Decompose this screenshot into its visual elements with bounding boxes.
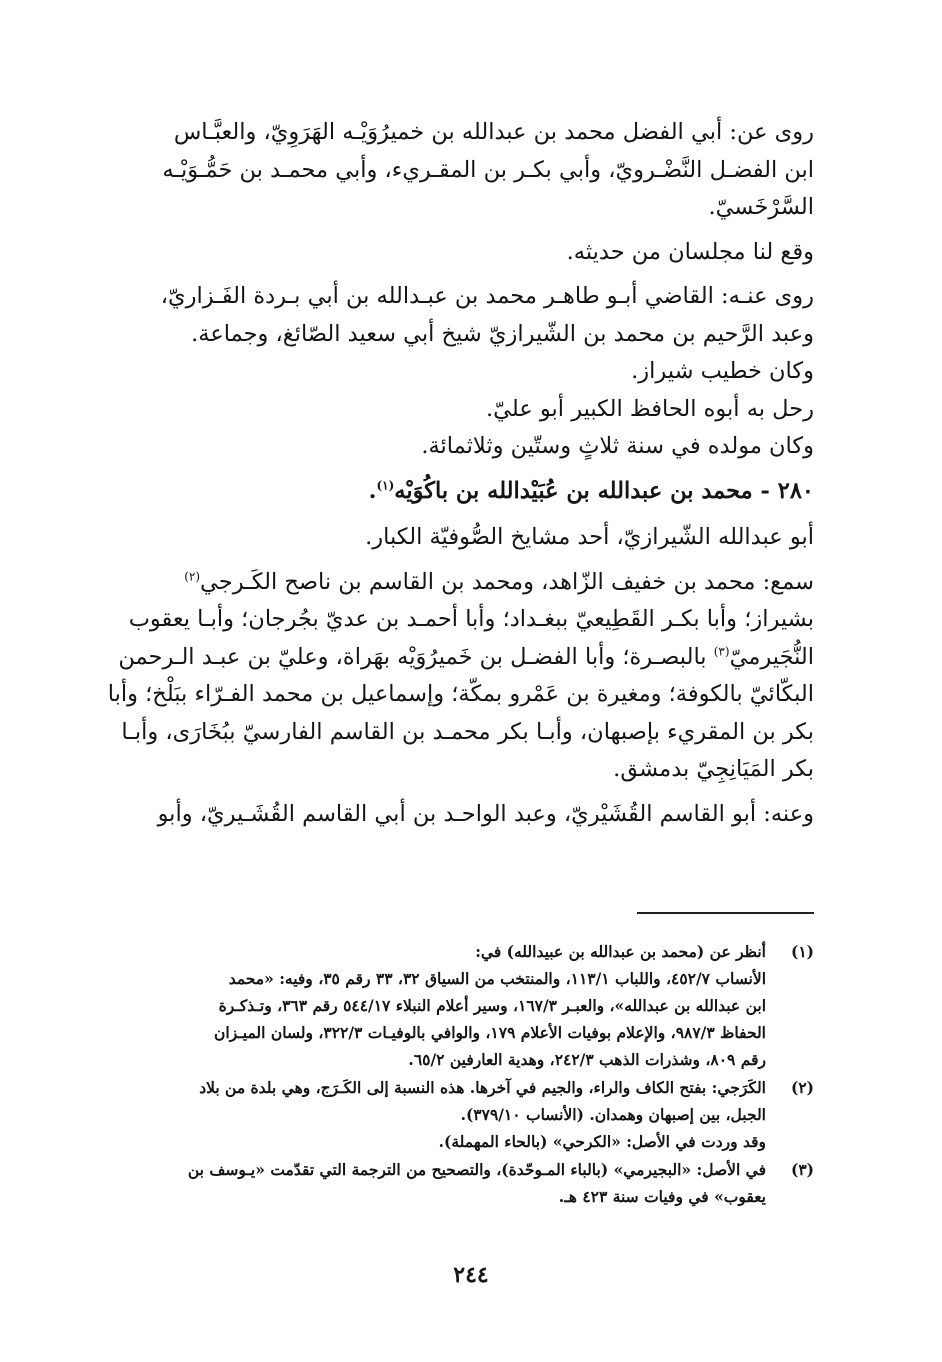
text-segment: بالبصـرة؛ وأبا الفضـل بن خَميرُوَيْه بهَراة، وعليّ بن عبـد الـرحمن	[118, 643, 714, 670]
footnote-2	[99, 1074, 814, 1155]
entry-name: محمد بن عبدالله بن عُبَيْدالله بن باكُوَيْه	[394, 477, 753, 504]
text-line: وعبد الرَّحيم بن محمد بن الشّيرازيّ شيخ أبي سعيد الصّائغ، وجماعة.	[191, 320, 814, 347]
text-segment: سمع: محمد بن خفيف الزّاهد، ومحمد بن القاسم بن ناصح الكَـرجي	[200, 568, 814, 595]
text-line	[102, 639, 814, 677]
footnote-text	[99, 1074, 766, 1155]
footnote-ref-3[interactable]: (٣)	[713, 644, 730, 658]
paragraph-mawlid	[102, 428, 814, 466]
paragraph-khatib	[102, 353, 814, 391]
text-segment: النُّجَيرميّ	[729, 643, 814, 670]
footnote-ref-1[interactable]: (١)	[376, 478, 395, 492]
entry-period: .	[368, 477, 377, 504]
footnote-number: (٣)	[790, 1160, 814, 1179]
text-line: وكان خطيب شيراز.	[631, 358, 814, 384]
footnote-ref-2[interactable]: (٢)	[184, 569, 201, 583]
footnote-line: الكَرَجي: بفتح الكاف والراء، والجيم في آخرها. هذه النسبة إلى الكَـرَج، وهي بلدة من بلاد	[199, 1078, 766, 1097]
text-line: البكّائيّ بالكوفة؛ ومغيرة بن عَمْرو بمكّة؛ وإسماعيل بن محمد الفـرّاء ببَلْخ؛ وأبا	[107, 681, 814, 707]
footnote-text	[99, 938, 766, 1073]
text-line: رحل به أبوه الحافظ الكبير أبو عليّ.	[485, 395, 814, 422]
footnote-line: الجبل، بين إصبهان وهمدان. (الأنساب ٣٧٩/١٠).	[460, 1105, 766, 1124]
entry-number: ٢٨٠	[777, 477, 814, 504]
footnote-line: أنظر عن (محمد بن عبدالله بن عبيدالله) في:	[475, 942, 766, 961]
footnote-text	[99, 1156, 766, 1210]
paragraph-samia	[102, 564, 814, 789]
footnote-line: يعقوب» في وفيات سنة ٤٢٣ هـ.	[558, 1187, 766, 1206]
text-line: روى عنـه: القاضي أبـو طاهـر محمد بن عبـدالله بن أبي بـردة الفَـزاريّ،	[160, 283, 814, 309]
text-line: وقع لنا مجلسان من حديثه.	[566, 238, 814, 265]
paragraph-kunya	[102, 519, 814, 557]
text-line: وكان مولده في سنة ثلاثٍ وستّين وثلاثمائة.	[421, 433, 814, 459]
text-line: أبو عبدالله الشّيرازيّ، أحد مشايخ الصُّوفيّة الكبار.	[365, 524, 814, 550]
footnote-line: في الأصل: «البجيرمي» (بالباء المـوحّدة)، والتصحيح من الترجمة التي تقدّمت «يـوسف بن	[187, 1160, 766, 1179]
entry-dash: -	[752, 477, 770, 504]
footnote-line: الحفاظ ٩٨٧/٣، والإعلام بوفيات الأعلام ١٧٩، والوافي بالوفيـات ٣٢٢/٣، ولسان الميـزان	[214, 1023, 766, 1042]
footnote-line: وقد وردت في الأصل: «الكرحي» (بالحاء المهملة).	[438, 1132, 766, 1151]
text-line: بشيراز؛ وأبا بكـر القَطِيعيّ ببغـداد؛ وأبا أحمـد بن عديّ بجُرجان؛ وأبـا يعقوب	[128, 606, 814, 632]
page-number: ٢٤٤	[453, 1262, 489, 1288]
text-line: روى عن: أبي الفضل محمد بن عبدالله بن خميرُوَيْـه الهَرَوِيّ، والعبَّـاس	[173, 119, 814, 145]
footnotes-section	[99, 938, 814, 1211]
paragraph-wa-anhu	[102, 796, 814, 834]
footnote-number: (٢)	[790, 1078, 814, 1097]
paragraph-riwaya-an	[102, 114, 814, 227]
text-line: وعنه: أبو القاسم القُشَيْريّ، وعبد الواحـد بن أبي القاسم القُشَـيريّ، وأبو	[157, 800, 814, 827]
footnote-line: الأنساب ٤٥٢/٧، واللباب ١١٣/١، والمنتخب من السياق ٣٢، ٣٣ رقم ٣٥، وفيه: «محمد	[228, 969, 766, 988]
main-text-body	[102, 114, 814, 840]
footnote-number: (١)	[790, 942, 814, 961]
text-line: بكر المَيَانِجِيّ بدمشق.	[613, 756, 814, 782]
paragraph-rahala	[102, 391, 814, 429]
text-line	[102, 564, 814, 602]
footnote-line: ابن عبدالله بن عبدالله»، والعبـر ١٦٧/٣، وسير أعلام النبلاء ٥٤٤/١٧ رقم ٣٦٣، وتـذكـرة	[218, 996, 766, 1015]
footnote-3	[99, 1156, 814, 1210]
text-line: السَّرْخَسيّ.	[708, 194, 814, 220]
footnote-separator-rule	[637, 912, 814, 914]
footnote-1	[99, 938, 814, 1073]
text-line: بكر بن المقريء بإصبهان، وأبـا بكر محمـد بن القاسم الفارسيّ ببُخَارَى، وأبـا	[121, 718, 814, 745]
text-line: ابن الفضـل النَّضْـرويّ، وأبي بكـر بن المقـريء، وأبي محمـد بن حَمُّـوَيْـه	[162, 156, 814, 183]
entry-heading	[102, 473, 814, 511]
paragraph-majlisan	[102, 234, 814, 272]
paragraph-riwaya-anhu	[102, 278, 814, 353]
footnote-line: رقم ٨٠٩، وشذرات الذهب ٢٤٢/٣، وهدية العارفين ٦٥/٢.	[408, 1050, 766, 1069]
